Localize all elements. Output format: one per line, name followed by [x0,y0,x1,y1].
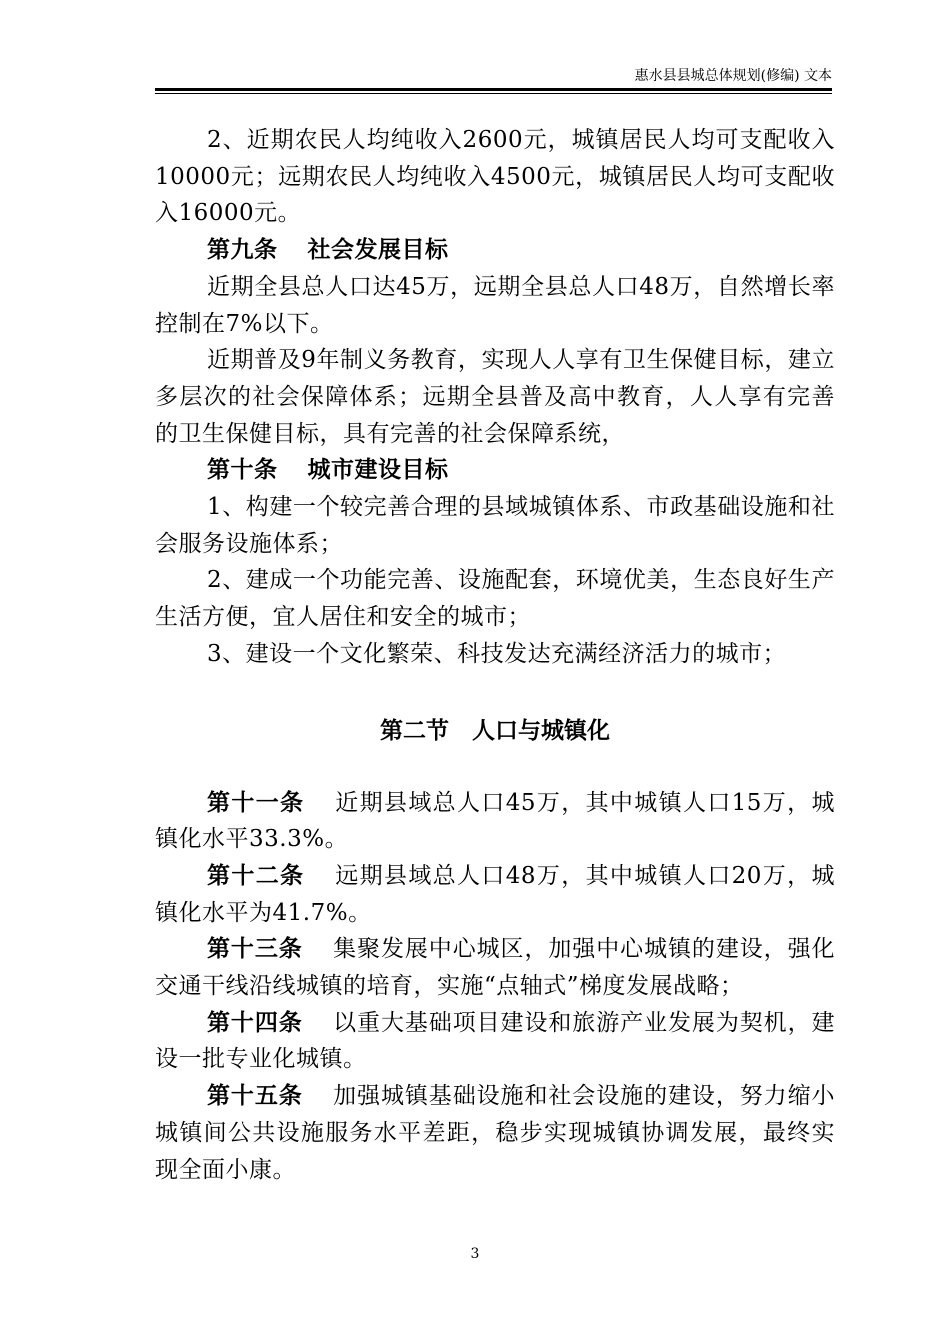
article-10-heading [155,452,835,489]
article-13-paragraph [155,931,835,1004]
article-10-title: 城市建设目标 [307,457,449,484]
header-rule-thin [155,93,832,94]
article-12-text: 远期县域总人口48万，其中城镇人口20万，城镇化水平为41.7%。 [155,862,835,926]
article-14-label: 第十四条 [207,1009,303,1036]
article-11-text: 近期县域总人口45万，其中城镇人口15万，城镇化水平33.3%。 [155,789,835,853]
education-target-paragraph: 近期普及9年制义务教育，实现人人享有卫生保健目标，建立多层次的社会保障体系；远期全县普及高中教育，人人享有完善的卫生保健目标，具有完善的社会保障系统， [155,347,835,447]
document-body [155,122,835,1188]
article-15-label: 第十五条 [207,1083,303,1110]
section-title: 第二节 人口与城镇化 [380,717,610,744]
article-13-label: 第十三条 [207,936,303,963]
page-number: 3 [470,1246,480,1262]
city-goal-3-paragraph: 3、建设一个文化繁荣、科技发达充满经济活力的城市； [207,640,787,667]
article-12-paragraph [155,858,835,931]
article-15-paragraph [155,1078,835,1188]
article-14-text: 以重大基础项目建设和旅游产业发展为契机，建设一批专业化城镇。 [155,1009,836,1073]
article-11-paragraph [155,785,835,858]
income-target-paragraph: 2、近期农民人均纯收入2600元，城镇居民人均可支配收入10000元；远期农民人均纯收入4500元，城镇居民人均可支配收入16000元。 [155,127,835,227]
population-target-paragraph: 近期全县总人口达45万，远期全县总人口48万，自然增长率控制在7%以下。 [155,273,835,337]
article-10-label: 第十条 [207,457,278,484]
article-14-paragraph [155,1005,835,1078]
article-15-text: 加强城镇基础设施和社会设施的建设，努力缩小城镇间公共设施服务水平差距，稳步实现城镇协调发展，最终实现全面小康。 [155,1083,836,1183]
city-goal-2-paragraph: 2、建成一个功能完善、设施配套，环境优美，生态良好生产生活方便，宜人居住和安全的城市； [155,567,835,631]
city-goal-1-paragraph: 1、构建一个较完善合理的县域城镇体系、市政基础设施和社会服务设施体系； [155,494,835,557]
article-11-label: 第十一条 [207,789,305,816]
article-9-title: 社会发展目标 [307,237,449,264]
article-12-label: 第十二条 [207,862,305,889]
article-9-heading [155,232,835,269]
running-header: 惠水县县城总体规划(修编) 文本 [634,68,832,84]
header-rule-thick [155,88,832,91]
article-13-text: 集聚发展中心城区，加强中心城镇的建设，强化交通干线沿线城镇的培育，实施“点轴式”梯度发展战略； [155,936,836,1000]
article-9-label: 第九条 [207,237,278,264]
